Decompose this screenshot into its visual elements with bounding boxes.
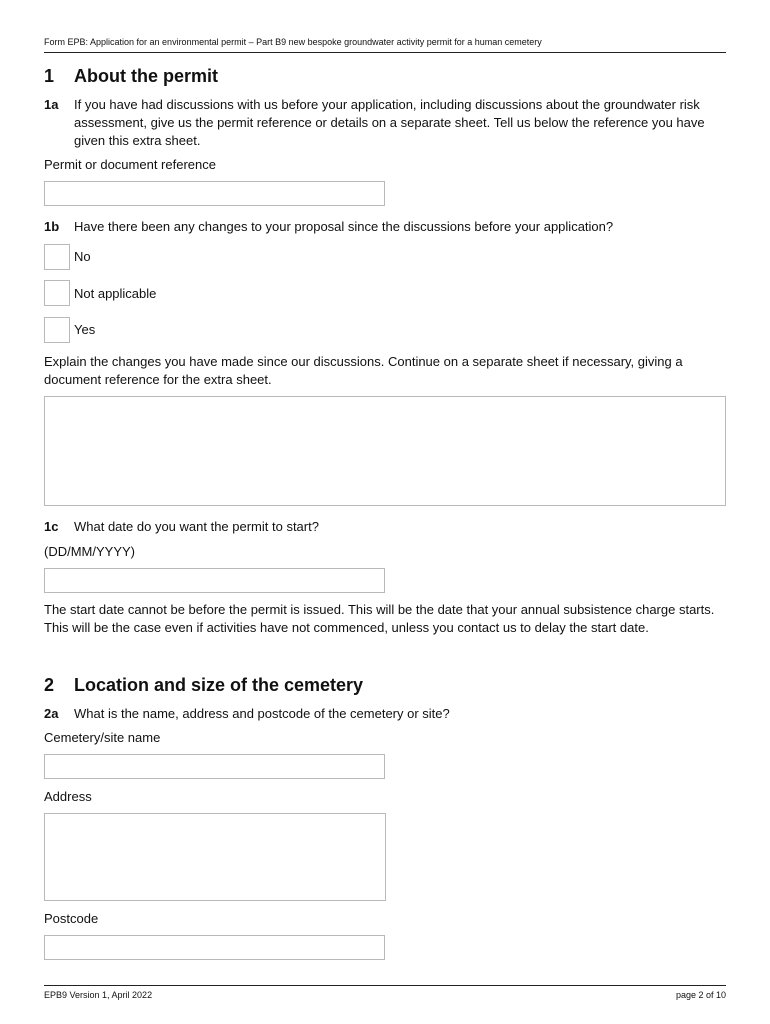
address-textarea[interactable]	[44, 813, 386, 901]
question-1c	[44, 518, 724, 536]
postcode-label: Postcode	[44, 911, 99, 926]
checkbox-not-applicable[interactable]	[44, 280, 70, 306]
footer-version: EPB9 Version 1, April 2022	[44, 990, 153, 1000]
question-1a-text: If you have had discussions with us before your application, including discussions about the groundwater risk assessment, give us the permit reference or details on a separate sheet. Tell us below the reference you have given this extra sheet.	[74, 97, 705, 148]
footer-rule	[44, 985, 726, 986]
checkbox-no[interactable]	[44, 244, 70, 270]
section-2-heading	[44, 675, 363, 696]
explain-changes-label: Explain the changes you have made since our discussions. Continue on a separate sheet if necessary, giving a document reference for the extra sheet.	[44, 354, 683, 387]
explain-changes-textarea[interactable]	[44, 396, 726, 506]
start-date-note: The start date cannot be before the permit is issued. This will be the date that your annual subsistence charge starts. This will be the case even if activities have not commenced, unless you contact us to delay the start date.	[44, 602, 715, 635]
checkbox-not-applicable-label: Not applicable	[74, 286, 157, 301]
checkbox-no-label: No	[74, 249, 91, 264]
start-date-input[interactable]	[44, 568, 385, 593]
address-label: Address	[44, 789, 92, 804]
site-name-input[interactable]	[44, 754, 385, 779]
question-1b	[44, 218, 724, 236]
section-2-title: Location and size of the cemetery	[74, 675, 364, 695]
checkbox-yes[interactable]	[44, 317, 70, 343]
question-2a	[44, 705, 724, 723]
section-1-heading	[44, 66, 218, 87]
date-format-hint: (DD/MM/YYYY)	[44, 544, 135, 559]
section-1-title: About the permit	[74, 66, 218, 86]
site-name-label: Cemetery/site name	[44, 730, 161, 745]
postcode-input[interactable]	[44, 935, 385, 960]
question-1c-number: 1c	[44, 519, 59, 534]
form-header-title: Form EPB: Application for an environmental permit – Part B9 new bespoke groundwater activity permit for a human cemetery	[44, 37, 542, 47]
question-1b-text: Have there been any changes to your proposal since the discussions before your application?	[74, 219, 614, 234]
question-1b-number: 1b	[44, 219, 60, 234]
question-2a-text: What is the name, address and postcode of the cemetery or site?	[74, 706, 450, 721]
question-1a	[44, 96, 724, 150]
section-2-number: 2	[44, 675, 55, 695]
checkbox-yes-label: Yes	[74, 322, 96, 337]
permit-reference-label: Permit or document reference	[44, 157, 216, 172]
header-rule	[44, 52, 726, 53]
question-1a-number: 1a	[44, 97, 59, 112]
question-1c-text: What date do you want the permit to start?	[74, 519, 319, 534]
section-1-number: 1	[44, 66, 55, 86]
footer-page-number: page 2 of 10	[675, 990, 726, 1000]
question-2a-number: 2a	[44, 706, 59, 721]
permit-reference-input[interactable]	[44, 181, 385, 206]
